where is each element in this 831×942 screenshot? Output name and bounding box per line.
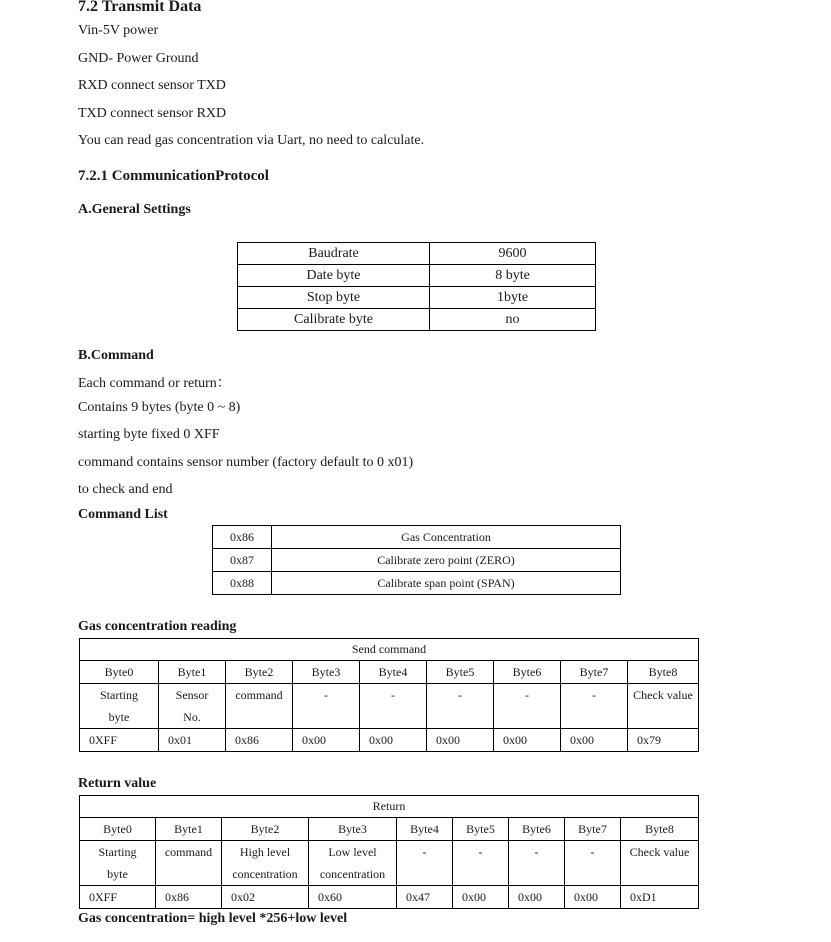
- table-cell: [156, 841, 222, 886]
- column-header: Byte6: [509, 818, 565, 841]
- paragraph-line: to check and end: [78, 482, 173, 497]
- table-cell: [222, 841, 309, 886]
- table-cell: [494, 684, 561, 729]
- table-row: [80, 729, 699, 752]
- table-cell: [427, 684, 494, 729]
- cell-line: -: [324, 688, 328, 702]
- cell-line: -: [478, 845, 483, 859]
- table-row: [213, 526, 621, 549]
- table-header-row: [80, 818, 699, 841]
- cell-line: High level: [239, 845, 291, 859]
- command-description: Gas Concentration: [272, 526, 621, 549]
- cell-line: byte: [108, 710, 130, 724]
- table-cell: 0x60: [309, 886, 397, 909]
- return-value-heading: Return value: [78, 776, 157, 791]
- paragraph-line: starting byte fixed 0 XFF: [78, 427, 220, 442]
- cell-line: command: [235, 688, 283, 702]
- column-header: Byte8: [628, 661, 699, 684]
- table-cell: 0x00: [561, 729, 628, 752]
- cell-line: -: [391, 688, 395, 702]
- protocol-heading: 7.2.1 CommunicationProtocol: [78, 168, 269, 184]
- cell-line: Check value: [633, 688, 693, 702]
- cell-line: -: [458, 688, 462, 702]
- formula-text: Gas concentration= high level *256+low level: [78, 911, 348, 926]
- paragraph-line: TXD connect sensor RXD: [78, 106, 227, 121]
- table-cell: 0xD1: [621, 886, 699, 909]
- column-header: Byte8: [621, 818, 699, 841]
- cell-line: Sensor: [175, 688, 209, 702]
- command-list-table: [212, 525, 621, 595]
- cell-line: Starting: [98, 845, 137, 859]
- column-header: Byte3: [293, 661, 360, 684]
- column-header: Byte2: [226, 661, 293, 684]
- column-header: Byte0: [80, 818, 156, 841]
- cell-line: concentration: [319, 867, 386, 881]
- table-cell: 0x01: [159, 729, 226, 752]
- command-code: 0x88: [213, 572, 272, 595]
- command-description: Calibrate span point (SPAN): [272, 572, 621, 595]
- table-row: [213, 572, 621, 595]
- table-cell: 0x86: [226, 729, 293, 752]
- paragraph-line: command contains sensor number (factory default to 0 x01): [78, 455, 414, 470]
- cell-line: Low level: [328, 845, 377, 859]
- setting-name: Calibrate byte: [238, 309, 430, 331]
- column-header: Byte2: [222, 818, 309, 841]
- cell-line: Starting: [100, 688, 138, 702]
- table-cell: [226, 684, 293, 729]
- table-cell: 0x00: [565, 886, 621, 909]
- table-row: [80, 886, 699, 909]
- table-cell: [509, 841, 565, 886]
- command-code: 0x86: [213, 526, 272, 549]
- table-cell: [360, 684, 427, 729]
- paragraph-line: Contains 9 bytes (byte 0 ~ 8): [78, 400, 241, 415]
- command-heading: B.Command: [78, 348, 154, 363]
- table-cell: [561, 684, 628, 729]
- table-cell: [309, 841, 397, 886]
- table-caption-row: [80, 639, 699, 661]
- table-cell: 0x47: [397, 886, 453, 909]
- cell-line: -: [422, 845, 427, 859]
- table-row: [238, 243, 596, 265]
- table-cell: 0x00: [453, 886, 509, 909]
- command-code: 0x87: [213, 549, 272, 572]
- cell-line: -: [590, 845, 595, 859]
- table-cell: 0x02: [222, 886, 309, 909]
- general-settings-heading: A.General Settings: [78, 202, 191, 217]
- command-list-heading: Command List: [78, 507, 168, 522]
- table-cell: [628, 684, 699, 729]
- setting-value: 9600: [430, 243, 596, 265]
- table-cell: 0x00: [427, 729, 494, 752]
- cell-line: concentration: [232, 867, 298, 881]
- paragraph-line: GND- Power Ground: [78, 51, 199, 66]
- table-row: [213, 549, 621, 572]
- table-cell: [80, 841, 156, 886]
- column-header: Byte3: [309, 818, 397, 841]
- setting-value: no: [430, 309, 596, 331]
- table-row: [80, 684, 699, 729]
- table-caption: Send command: [80, 639, 699, 661]
- section-title: 7.2 Transmit Data: [78, 0, 202, 15]
- column-header: Byte7: [565, 818, 621, 841]
- paragraph-line: Vin-5V power: [78, 23, 159, 38]
- cell-line: byte: [107, 867, 128, 881]
- table-cell: [80, 684, 159, 729]
- setting-name: Date byte: [238, 265, 430, 287]
- cell-line: Check value: [629, 845, 690, 859]
- setting-name: Stop byte: [238, 287, 430, 309]
- setting-name: Baudrate: [238, 243, 430, 265]
- column-header: Byte1: [159, 661, 226, 684]
- table-cell: 0x00: [494, 729, 561, 752]
- return-table: [79, 795, 699, 909]
- paragraph-line: RXD connect sensor TXD: [78, 78, 226, 93]
- table-row: [238, 265, 596, 287]
- cell-line: -: [525, 688, 529, 702]
- paragraph-line: You can read gas concentration via Uart, no need to calculate.: [78, 133, 425, 148]
- general-settings-table: [237, 242, 596, 331]
- table-cell: [293, 684, 360, 729]
- cell-line: No.: [183, 710, 201, 724]
- cell-line: command: [164, 845, 213, 859]
- table-cell: [621, 841, 699, 886]
- send-command-table: [79, 638, 699, 752]
- table-cell: 0x79: [628, 729, 699, 752]
- table-header-row: [80, 661, 699, 684]
- table-cell: 0x00: [509, 886, 565, 909]
- column-header: Byte5: [427, 661, 494, 684]
- command-description: Calibrate zero point (ZERO): [272, 549, 621, 572]
- column-header: Byte5: [453, 818, 509, 841]
- table-cell: [453, 841, 509, 886]
- column-header: Byte0: [80, 661, 159, 684]
- table-row: [238, 287, 596, 309]
- setting-value: 8 byte: [430, 265, 596, 287]
- table-cell: 0XFF: [80, 729, 159, 752]
- table-cell: 0x86: [156, 886, 222, 909]
- setting-value: 1byte: [430, 287, 596, 309]
- table-caption-row: [80, 796, 699, 818]
- table-row: [80, 841, 699, 886]
- table-caption: Return: [80, 796, 699, 818]
- table-cell: 0x00: [293, 729, 360, 752]
- cell-line: -: [592, 688, 596, 702]
- column-header: Byte6: [494, 661, 561, 684]
- column-header: Byte4: [397, 818, 453, 841]
- table-cell: 0x00: [360, 729, 427, 752]
- reading-heading: Gas concentration reading: [78, 619, 237, 634]
- table-cell: [565, 841, 621, 886]
- table-cell: [159, 684, 226, 729]
- column-header: Byte4: [360, 661, 427, 684]
- table-row: [238, 309, 596, 331]
- cell-line: -: [534, 845, 539, 859]
- column-header: Byte1: [156, 818, 222, 841]
- table-cell: 0XFF: [80, 886, 156, 909]
- paragraph-line: Each command or return：: [78, 376, 231, 391]
- table-cell: [397, 841, 453, 886]
- column-header: Byte7: [561, 661, 628, 684]
